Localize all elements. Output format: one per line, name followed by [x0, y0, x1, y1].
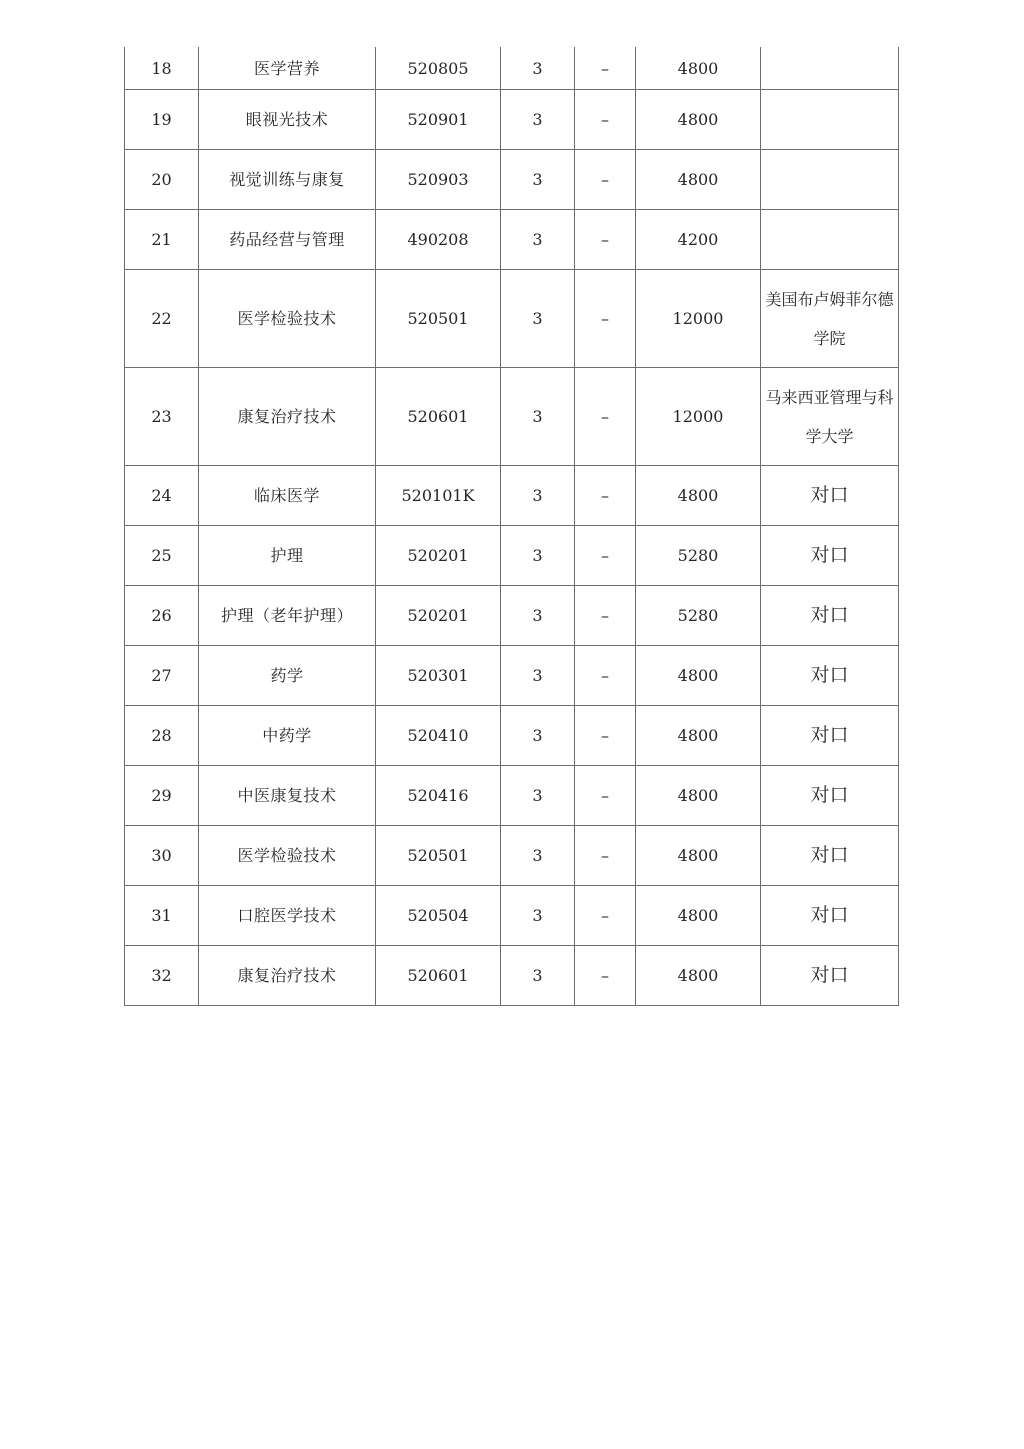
row-number: 24 [125, 466, 199, 526]
row-number: 28 [125, 706, 199, 766]
extra-column: – [575, 706, 636, 766]
table-row [125, 946, 899, 1006]
table-row [125, 270, 899, 368]
major-name: 临床医学 [199, 466, 376, 526]
major-code: 520903 [376, 150, 501, 210]
study-years: 3 [501, 368, 575, 466]
major-name: 口腔医学技术 [199, 886, 376, 946]
major-name: 药学 [199, 646, 376, 706]
row-number: 30 [125, 826, 199, 886]
extra-column: – [575, 270, 636, 368]
major-name: 中医康复技术 [199, 766, 376, 826]
remark: 美国布卢姆菲尔德学院 [761, 270, 899, 368]
extra-column: – [575, 150, 636, 210]
major-name: 康复治疗技术 [199, 946, 376, 1006]
table-row [125, 706, 899, 766]
row-number: 31 [125, 886, 199, 946]
study-years: 3 [501, 47, 575, 90]
remark: 对口 [761, 886, 899, 946]
major-name: 护理（老年护理） [199, 586, 376, 646]
tuition-fee: 4800 [636, 646, 761, 706]
major-code: 520805 [376, 47, 501, 90]
remark [761, 47, 899, 90]
extra-column: – [575, 886, 636, 946]
major-code: 520410 [376, 706, 501, 766]
extra-column: – [575, 368, 636, 466]
table-row [125, 886, 899, 946]
tuition-fee: 4800 [636, 150, 761, 210]
major-name: 眼视光技术 [199, 90, 376, 150]
table-row [125, 150, 899, 210]
major-code: 520416 [376, 766, 501, 826]
study-years: 3 [501, 526, 575, 586]
study-years: 3 [501, 210, 575, 270]
table-row [125, 90, 899, 150]
tuition-fee: 4800 [636, 766, 761, 826]
table-row [125, 466, 899, 526]
study-years: 3 [501, 886, 575, 946]
major-code: 520501 [376, 270, 501, 368]
major-code: 520601 [376, 368, 501, 466]
major-code: 520301 [376, 646, 501, 706]
study-years: 3 [501, 466, 575, 526]
extra-column: – [575, 646, 636, 706]
major-name: 视觉训练与康复 [199, 150, 376, 210]
extra-column: – [575, 766, 636, 826]
major-code: 520601 [376, 946, 501, 1006]
table-row [125, 368, 899, 466]
study-years: 3 [501, 586, 575, 646]
tuition-fee: 4800 [636, 826, 761, 886]
remark: 对口 [761, 526, 899, 586]
extra-column: – [575, 586, 636, 646]
extra-column: – [575, 526, 636, 586]
table-row [125, 586, 899, 646]
extra-column: – [575, 210, 636, 270]
remark [761, 150, 899, 210]
tuition-fee: 4800 [636, 90, 761, 150]
major-name: 康复治疗技术 [199, 368, 376, 466]
remark: 对口 [761, 946, 899, 1006]
row-number: 18 [125, 47, 199, 90]
major-name: 中药学 [199, 706, 376, 766]
row-number: 32 [125, 946, 199, 1006]
major-code: 490208 [376, 210, 501, 270]
table-row [125, 47, 899, 90]
major-code: 520101K [376, 466, 501, 526]
majors-table-body [125, 47, 899, 1006]
remark [761, 210, 899, 270]
tuition-fee: 4800 [636, 466, 761, 526]
remark: 对口 [761, 586, 899, 646]
remark: 对口 [761, 646, 899, 706]
remark: 对口 [761, 826, 899, 886]
remark [761, 90, 899, 150]
tuition-fee: 5280 [636, 526, 761, 586]
study-years: 3 [501, 706, 575, 766]
study-years: 3 [501, 646, 575, 706]
tuition-fee: 4200 [636, 210, 761, 270]
major-name: 护理 [199, 526, 376, 586]
table-row [125, 210, 899, 270]
row-number: 27 [125, 646, 199, 706]
remark: 对口 [761, 706, 899, 766]
study-years: 3 [501, 946, 575, 1006]
major-code: 520201 [376, 586, 501, 646]
row-number: 29 [125, 766, 199, 826]
study-years: 3 [501, 766, 575, 826]
major-name: 医学检验技术 [199, 826, 376, 886]
row-number: 20 [125, 150, 199, 210]
tuition-fee: 4800 [636, 706, 761, 766]
row-number: 22 [125, 270, 199, 368]
major-code: 520504 [376, 886, 501, 946]
row-number: 19 [125, 90, 199, 150]
table-row [125, 766, 899, 826]
study-years: 3 [501, 150, 575, 210]
remark: 对口 [761, 766, 899, 826]
table-row [125, 826, 899, 886]
extra-column: – [575, 826, 636, 886]
table-row [125, 526, 899, 586]
majors-table [124, 47, 899, 1006]
extra-column: – [575, 946, 636, 1006]
row-number: 23 [125, 368, 199, 466]
major-name: 药品经营与管理 [199, 210, 376, 270]
major-code: 520201 [376, 526, 501, 586]
tuition-fee: 12000 [636, 368, 761, 466]
remark: 马来西亚管理与科学大学 [761, 368, 899, 466]
table-row [125, 646, 899, 706]
row-number: 21 [125, 210, 199, 270]
study-years: 3 [501, 270, 575, 368]
tuition-fee: 4800 [636, 886, 761, 946]
study-years: 3 [501, 826, 575, 886]
major-name: 医学营养 [199, 47, 376, 90]
extra-column: – [575, 90, 636, 150]
extra-column: – [575, 47, 636, 90]
tuition-fee: 12000 [636, 270, 761, 368]
row-number: 25 [125, 526, 199, 586]
row-number: 26 [125, 586, 199, 646]
major-code: 520901 [376, 90, 501, 150]
extra-column: – [575, 466, 636, 526]
tuition-fee: 4800 [636, 47, 761, 90]
study-years: 3 [501, 90, 575, 150]
tuition-fee: 5280 [636, 586, 761, 646]
major-code: 520501 [376, 826, 501, 886]
tuition-fee: 4800 [636, 946, 761, 1006]
remark: 对口 [761, 466, 899, 526]
major-name: 医学检验技术 [199, 270, 376, 368]
